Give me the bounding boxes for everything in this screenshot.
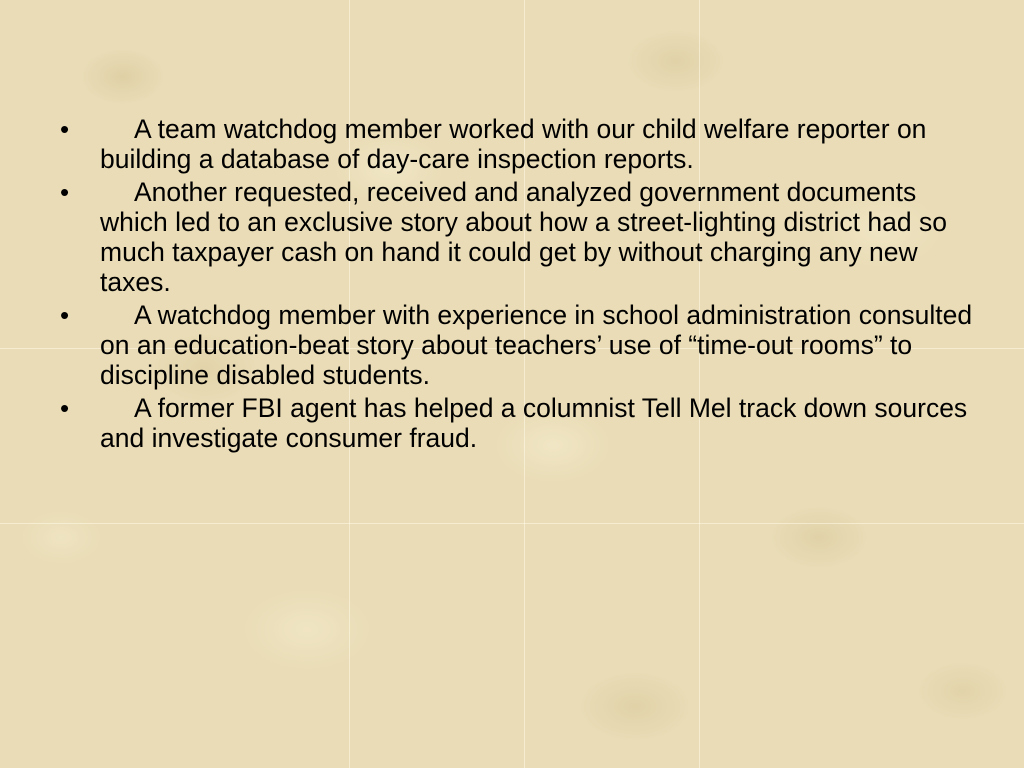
bullet-text: A former FBI agent has helped a columnist Tell Mel track down sources and investigate consumer fraud. <box>100 393 968 453</box>
bullet-text: A team watchdog member worked with our child welfare reporter on building a database of day-care inspection reports. <box>100 114 927 174</box>
bullet-text: Another requested, received and analyzed government documents which led to an exclusive story about how a street-lighting district had so much taxpayer cash on hand it could get by without charging any new taxes. <box>100 177 947 297</box>
bullet-marker: • <box>60 114 70 144</box>
bullet-item <box>56 114 976 174</box>
bullet-marker: • <box>60 393 70 423</box>
bullet-list <box>56 114 976 456</box>
bullet-text: A watchdog member with experience in school administration consulted on an education-beat story about teachers’ use of “time-out rooms” to discipline disabled students. <box>100 300 973 390</box>
bullet-item <box>56 177 976 297</box>
texture-seam <box>0 523 1024 524</box>
bullet-marker: • <box>60 300 70 330</box>
bullet-marker: • <box>60 177 70 207</box>
bullet-item <box>56 393 976 453</box>
bullet-item <box>56 300 976 390</box>
